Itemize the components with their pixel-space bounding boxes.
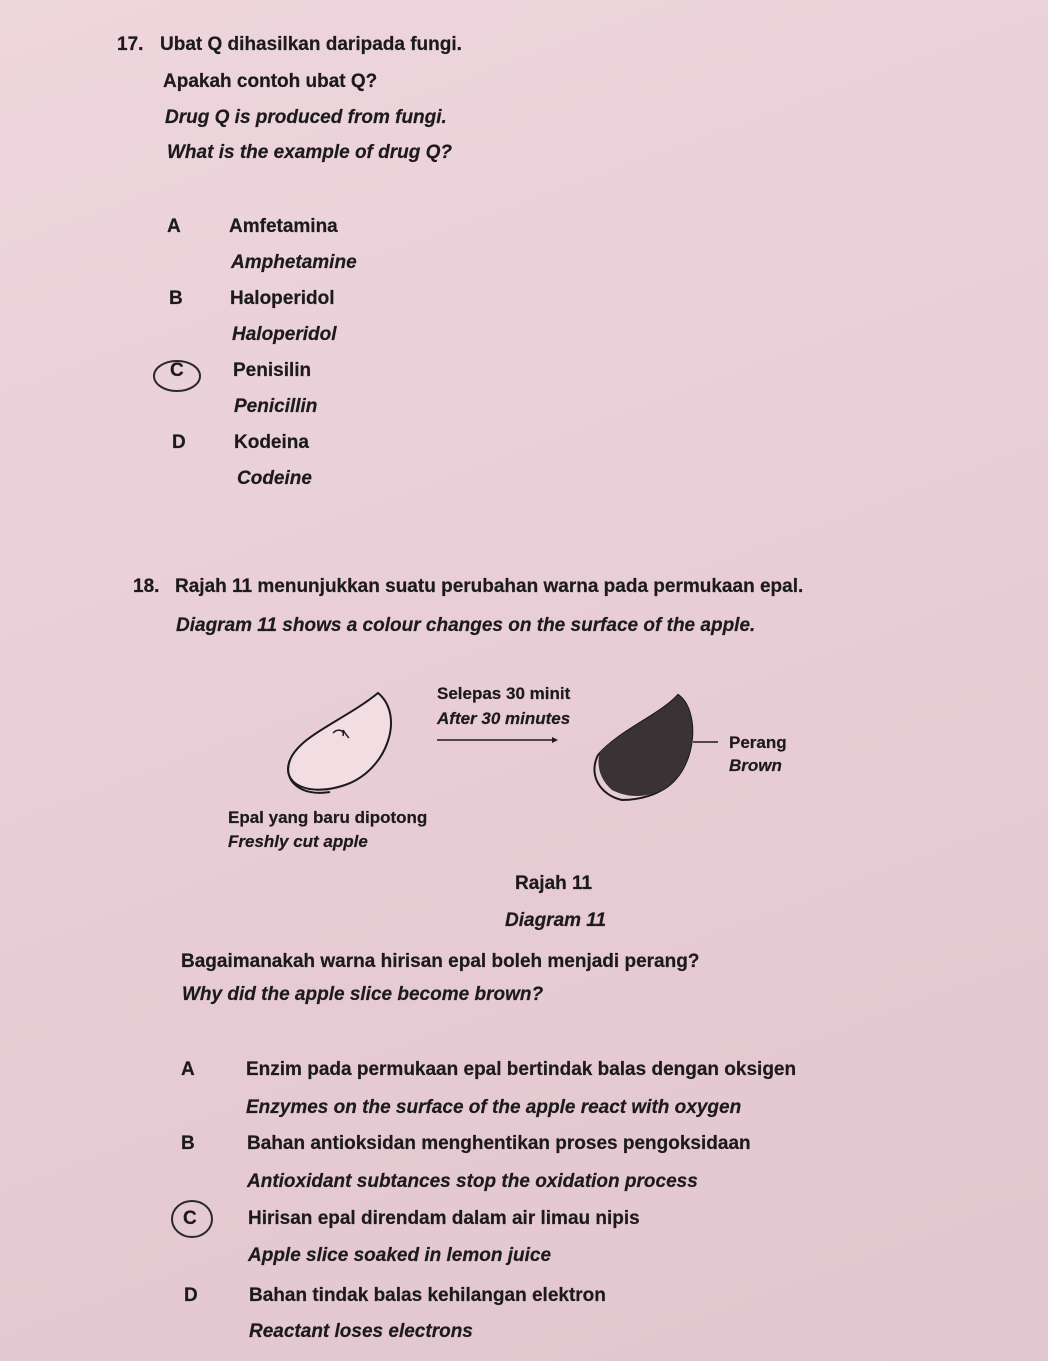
q18-answer-circle [172,1201,212,1237]
question-number: 17. [117,34,144,55]
option-a-ms: Enzim pada permukaan epal bertindak balas dengan oksigen [246,1059,797,1080]
option-a-en: Enzymes on the surface of the apple react with oxygen [246,1097,742,1118]
option-letter-c: C [183,1208,197,1229]
question-ms: Apakah contoh ubat Q? [163,71,378,92]
question-en: Why did the apple slice become brown? [182,984,544,1005]
option-letter-d: D [184,1285,198,1306]
option-letter-b: B [181,1133,195,1154]
option-b-en: Haloperidol [232,324,337,345]
brown-apple-slice-icon [594,695,718,800]
option-letter-c: C [170,360,184,381]
option-letter-d: D [172,432,186,453]
option-b-ms: Bahan antioksidan menghentikan proses pengoksidaan [247,1133,751,1154]
arrow-label-ms: Selepas 30 minit [437,684,571,703]
option-b-ms: Haloperidol [230,288,335,309]
option-d-ms: Kodeina [234,432,309,453]
option-c-ms: Hirisan epal direndam dalam air limau nipis [248,1208,640,1229]
diagram-caption-ms: Rajah 11 [515,873,593,894]
option-c-ms: Penisilin [233,360,312,381]
question-ms: Bagaimanakah warna hirisan epal boleh menjadi perang? [181,951,700,972]
option-d-ms: Bahan tindak balas kehilangan elektron [249,1285,606,1306]
stem-ms: Rajah 11 menunjukkan suatu perubahan warna pada permukaan epal. [175,576,804,597]
option-d-en: Codeine [237,468,312,489]
arrow-label-en: After 30 minutes [437,709,571,728]
arrow-icon [437,737,558,743]
stem-ms: Ubat Q dihasilkan daripada fungi. [160,34,462,55]
fresh-label-en: Freshly cut apple [228,832,368,851]
stem-en: Drug Q is produced from fungi. [165,107,447,128]
brown-label-ms: Perang [729,733,787,752]
diagram-caption-en: Diagram 11 [505,910,607,931]
brown-label-en: Brown [729,756,782,775]
option-c-en: Apple slice soaked in lemon juice [248,1245,552,1266]
q17-answer-circle [154,361,200,391]
option-d-en: Reactant loses electrons [249,1321,473,1342]
fresh-label-ms: Epal yang baru dipotong [228,808,428,827]
option-letter-a: A [167,216,181,237]
option-a-en: Amphetamine [231,252,357,273]
option-b-en: Antioxidant subtances stop the oxidation process [247,1171,698,1192]
stem-en: Diagram 11 shows a colour changes on the surface of the apple. [176,615,756,636]
question-number: 18. [133,576,160,597]
option-letter-a: A [181,1059,195,1080]
option-letter-b: B [169,288,183,309]
question-en: What is the example of drug Q? [167,142,453,163]
fresh-apple-slice-icon [288,693,391,793]
option-c-en: Penicillin [234,396,318,417]
option-a-ms: Amfetamina [229,216,338,237]
